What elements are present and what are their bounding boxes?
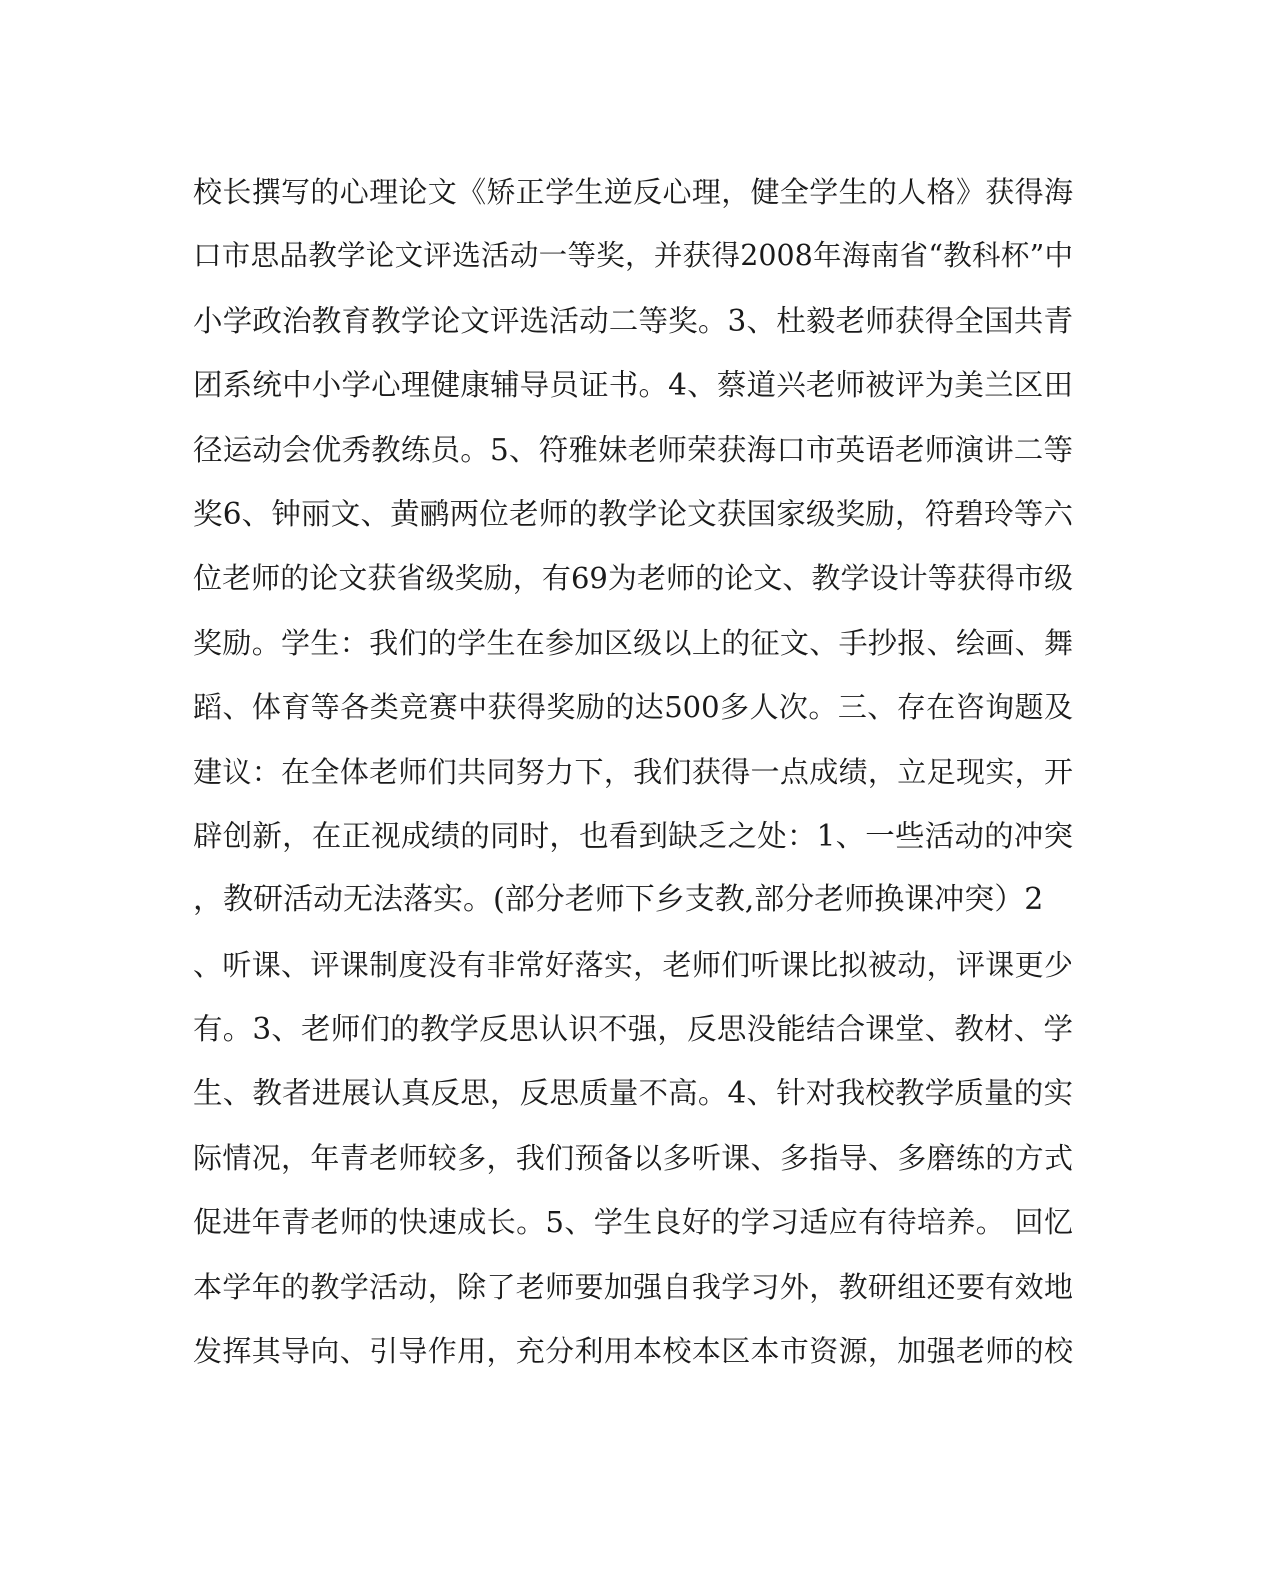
text-line: 有。3、老师们的教学反思认识不强，反思没能结合课堂、教材、学	[193, 1012, 1073, 1047]
text-line: 团系统中小学心理健康辅导员证书。4、蔡道兴老师被评为美兰区田	[193, 368, 1073, 403]
text-line: 校长撰写的心理论文《矫正学生逆反心理，健全学生的人格》获得海	[193, 175, 1073, 209]
text-line: 本学年的教学活动，除了老师要加强自我学习外，教研组还要有效地	[193, 1269, 1073, 1304]
text-line: 建议：在全体老师们共同努力下，我们获得一点成绩，立足现实，开	[193, 754, 1073, 789]
text-line: 位老师的论文获省级奖励，有69为老师的论文、教学设计等获得市级	[193, 561, 1073, 596]
text-line: ，教研活动无法落实。(部分老师下乡支教,部分老师换课冲突）2	[193, 882, 1044, 918]
text-line: 促进年青老师的快速成长。5、学生良好的学习适应有待培养。 回忆	[193, 1205, 1073, 1240]
body-text	[193, 160, 1073, 1383]
text-line: 辟创新，在正视成绩的同时，也看到缺乏之处：1、一些活动的冲突	[193, 818, 1073, 853]
text-line: 发挥其导向、引导作用，充分利用本校本区本市资源，加强老师的校	[193, 1334, 1073, 1369]
text-line: 口市思品教学论文评选活动一等奖，并获得2008年海南省“教科杯”中	[193, 239, 1073, 273]
text-line: 小学政治教育教学论文评选活动二等奖。3、杜毅老师获得全国共青	[193, 303, 1073, 338]
text-line: 、听课、评课制度没有非常好落实，老师们听课比拟被动，评课更少	[193, 947, 1073, 982]
text-line: 际情况，年青老师较多，我们预备以多听课、多指导、多磨练的方式	[193, 1140, 1073, 1175]
text-line: 生、教者进展认真反思，反思质量不高。4、针对我校教学质量的实	[193, 1076, 1073, 1111]
text-line: 奖6、钟丽文、黄鹂两位老师的教学论文获国家级奖励，符碧玲等六	[193, 496, 1073, 531]
text-line: 蹈、体育等各类竞赛中获得奖励的达500多人次。三、存在咨询题及	[193, 690, 1073, 725]
text-line: 奖励。学生：我们的学生在参加区级以上的征文、手抄报、绘画、舞	[193, 625, 1073, 660]
text-line: 径运动会优秀教练员。5、符雅妹老师荣获海口市英语老师演讲二等	[193, 432, 1073, 467]
